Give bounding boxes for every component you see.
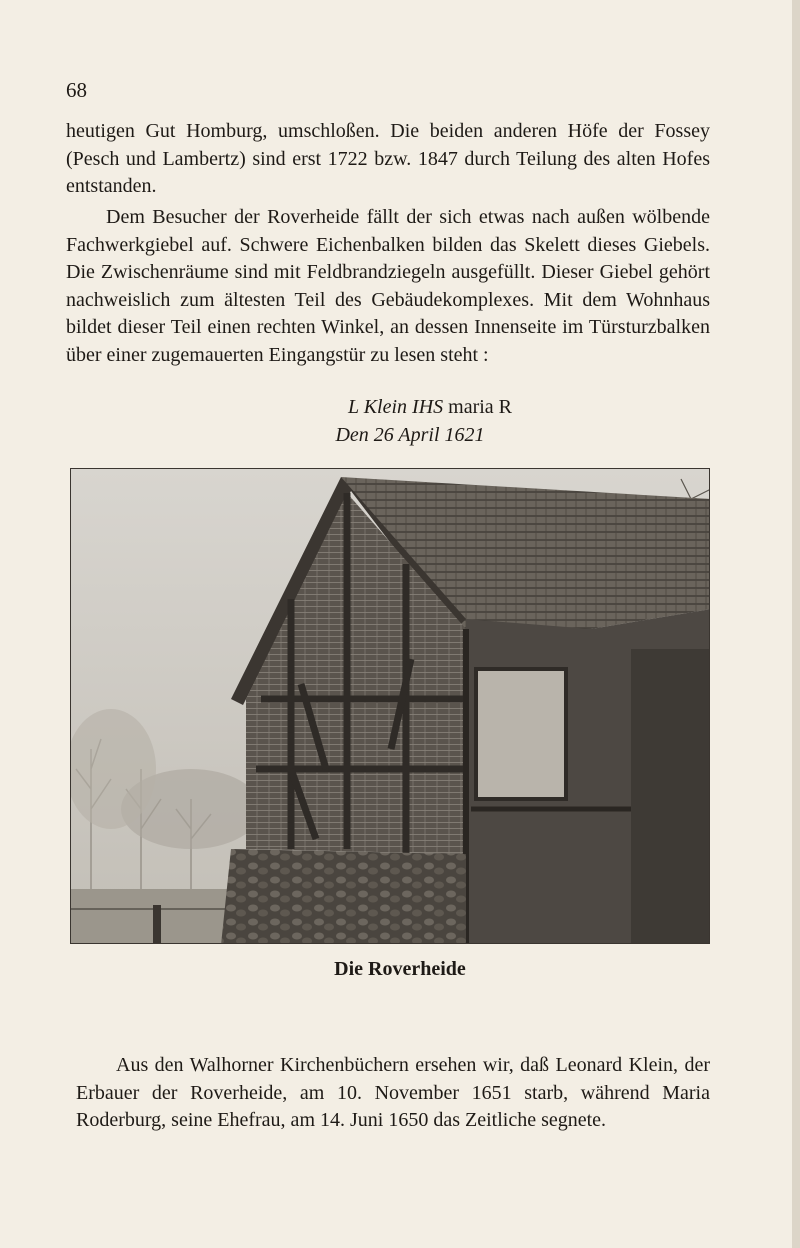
inscription-italic-part: L Klein IHS [347,396,444,418]
inscription-line-1 [30,396,800,419]
page-number: 68 [66,78,87,102]
paragraph-2: Dem Besucher der Roverheide fällt der sich etwas nach außen wölbende Fachwerkgiebel auf. Schwere Eichenbalken bilden das Skelett dieses Giebels. Die Zwischenräume sind mit Feldbrandziegeln ausgefüllt. Dieser Giebel gehört nachweislich zum ältesten Teil des Gebäudekomplexes. Mit dem Wohnhaus bildet dieser Teil einen rechten Winkel, an dessen Innenseite im Türsturzbalken über einer zugemauerten Eingangstür zu lesen steht : [66,206,710,366]
farmhouse-photo-illustration [71,469,710,944]
paragraph-1: heutigen Gut Homburg, umschloßen. Die beiden anderen Höfe der Fossey (Pesch und Lambertz) sind erst 1722 bzw. 1847 durch Teilung des alten Hofes entstanden. [66,120,710,198]
paragraph-3: Aus den Walhorner Kirchenbüchern ersehen wir, daß Leonard Klein, der Erbauer der Roverheide, am 10. November 1651 starb, während Maria Roderburg, seine Ehefrau, am 14. Juni 1650 das Zeitliche segnete. [76,1054,710,1132]
inscription-rest: maria R [443,396,513,418]
roverheide-photo [70,468,710,944]
inscription-line-2: Den 26 April 1621 [335,424,485,446]
photo-caption: Die Roverheide [334,958,466,980]
page-edge-shadow [792,0,800,1248]
